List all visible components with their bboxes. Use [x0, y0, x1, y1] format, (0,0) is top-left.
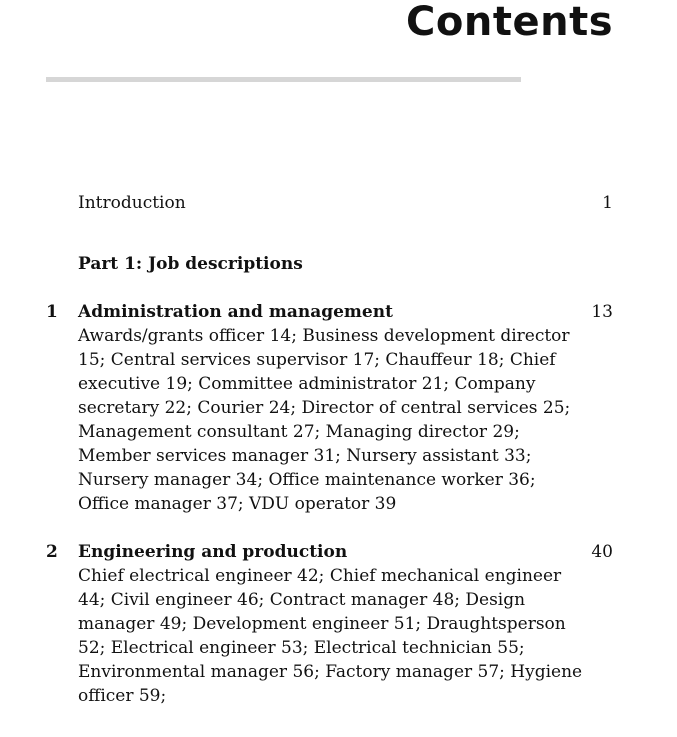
toc-chapter-page: 40	[591, 542, 613, 562]
toc-chapter-page: 13	[591, 302, 613, 322]
toc-introduction-label: Introduction	[78, 193, 186, 213]
toc-part-label: Part 1: Job descriptions	[78, 254, 303, 274]
toc-chapter-number: 1	[46, 302, 58, 322]
toc-chapter-number: 2	[46, 542, 58, 562]
toc-chapter-body	[78, 300, 588, 516]
toc-chapter-body	[78, 540, 588, 708]
toc-chapter-entries: Chief electrical engineer 42; Chief mechanical engineer 44; Civil engineer 46; Contract manager 48; Design manager 49; Development engineer 51; Draughtsperson 52; Electrical engineer 53; Electrical technician 55; Environmental manager 56; Factory manager 57; Hygiene officer 59;	[78, 566, 583, 706]
title-rule	[46, 77, 521, 82]
page-title: Contents	[406, 0, 613, 45]
toc-chapter-title: Administration and management	[78, 302, 393, 322]
toc-chapter-entries: Awards/grants officer 14; Business development director 15; Central services supervisor 17; Chauffeur 18; Chief executive 19; Committee administrator 21; Company secretary 22; Courier 24; Director of central services 25; Management consultant 27; Managing director 29; Member services manager 31; Nursery assistant 33; Nursery manager 34; Office maintenance worker 36; Office manager 37; VDU operator 39	[78, 326, 571, 514]
toc-introduction-page: 1	[602, 193, 613, 213]
toc-chapter-title: Engineering and production	[78, 542, 348, 562]
